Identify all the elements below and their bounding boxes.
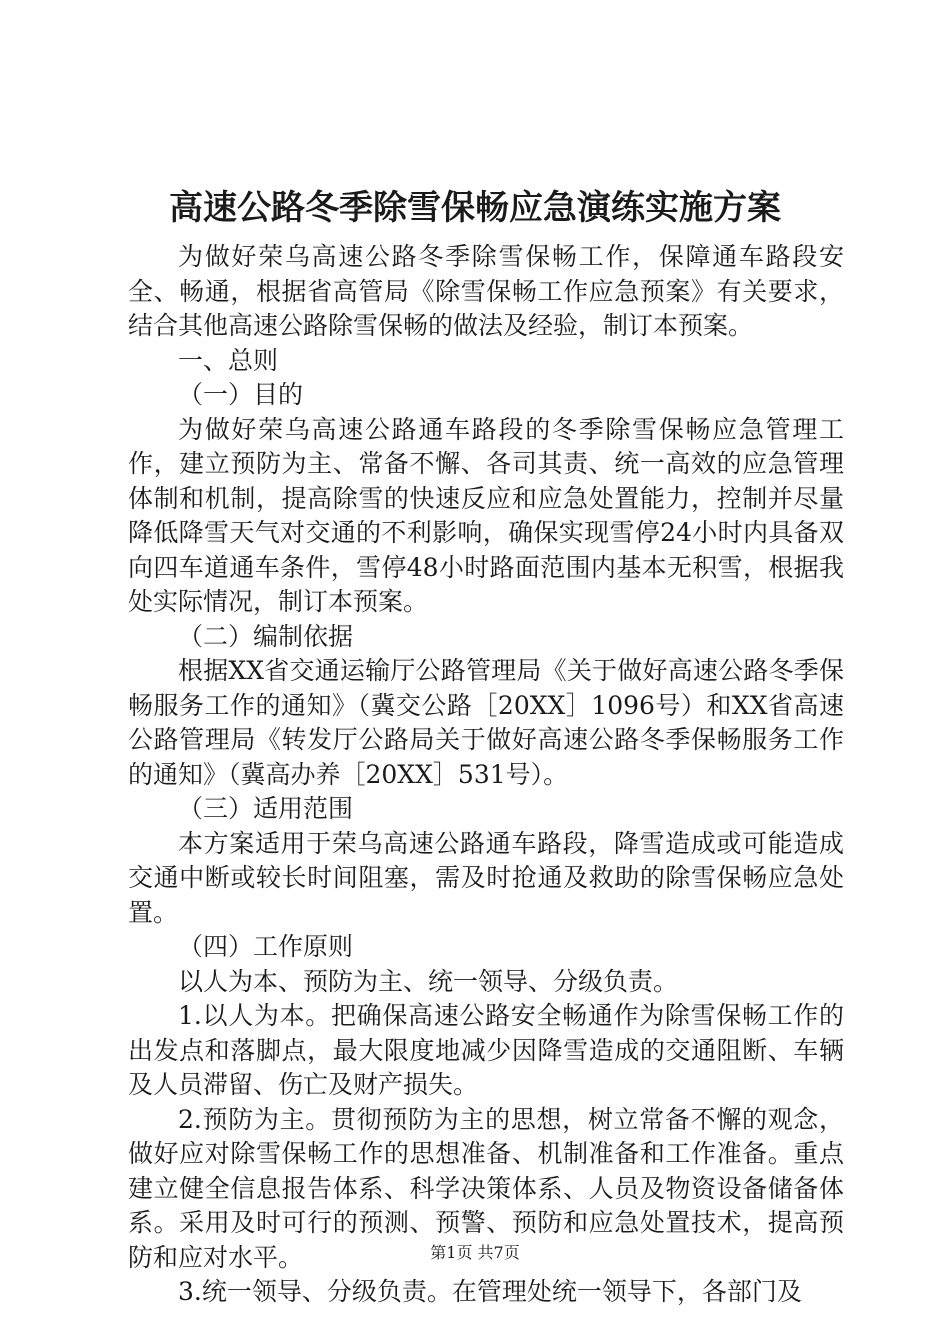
section-heading-general: 一、总则 [178, 345, 279, 375]
paragraph-basis: 根据XX省交通运输厅公路管理局《关于做好高速公路冬季保畅服务工作的通知》（冀交公路［20XX］1096号）和XX省高速公路管理局《转发厅公路局关于做好高速公路冬季保畅服务工作的通知》（冀高办养［20XX］531号）。 [128, 656, 844, 789]
paragraph-purpose: 为做好荣乌高速公路通车路段的冬季除雪保畅应急管理工作，建立预防为主、常备不懈、各司其责、统一高效的应急管理体制和机制，提高除雪的快速反应和应急处置能力，控制并尽量降低降雪天气对交通的不利影响，确保实现雪停24小时内具备双向四车道通车条件，雪停48小时路面范围内基本无积雪，根据我处实际情况，制订本预案。 [128, 414, 844, 616]
paragraph-principles-summary: 以人为本、预防为主、统一领导、分级负责。 [178, 966, 679, 996]
paragraph-principle-2: 2.预防为主。贯彻预防为主的思想，树立常备不懈的观念，做好应对除雪保畅工作的思想准备、机制准备和工作准备。重点建立健全信息报告体系、科学决策体系、人员及物资设备储备体系。采用及时可行的预测、预警、预防和应急处置技术，提高预防和应对水平。 [128, 1104, 844, 1272]
document-title: 高速公路冬季除雪保畅应急演练实施方案 [169, 188, 781, 228]
paragraph-principle-3: 3.统一领导、分级负责。在管理处统一领导下，各部门及 [178, 1277, 802, 1306]
subsection-heading-purpose: （一）目的 [178, 380, 304, 409]
paragraph-scope: 本方案适用于荣乌高速公路通车路段，降雪造成或可能造成交通中断或较长时间阻塞，需及时抢通及救助的除雪保畅应急处置。 [128, 828, 844, 927]
paragraph-principle-1: 1.以人为本。把确保高速公路安全畅通作为除雪保畅工作的出发点和落脚点，最大限度地减少因降雪造成的交通阻断、车辆及人员滞留、伤亡及财产损失。 [128, 1001, 844, 1099]
subsection-heading-basis: （二）编制依据 [178, 621, 354, 651]
paragraph-intro: 为做好荣乌高速公路冬季除雪保畅工作，保障通车路段安全、畅通，根据省高管局《除雪保畅工作应急预案》有关要求，结合其他高速公路除雪保畅的做法及经验，制订本预案。 [128, 242, 844, 340]
subsection-heading-principles: （四）工作原则 [178, 932, 354, 961]
page-footer: 第1页 共7页 [430, 1243, 520, 1262]
document-body [128, 240, 844, 1310]
subsection-heading-scope: （三）适用范围 [178, 794, 354, 823]
